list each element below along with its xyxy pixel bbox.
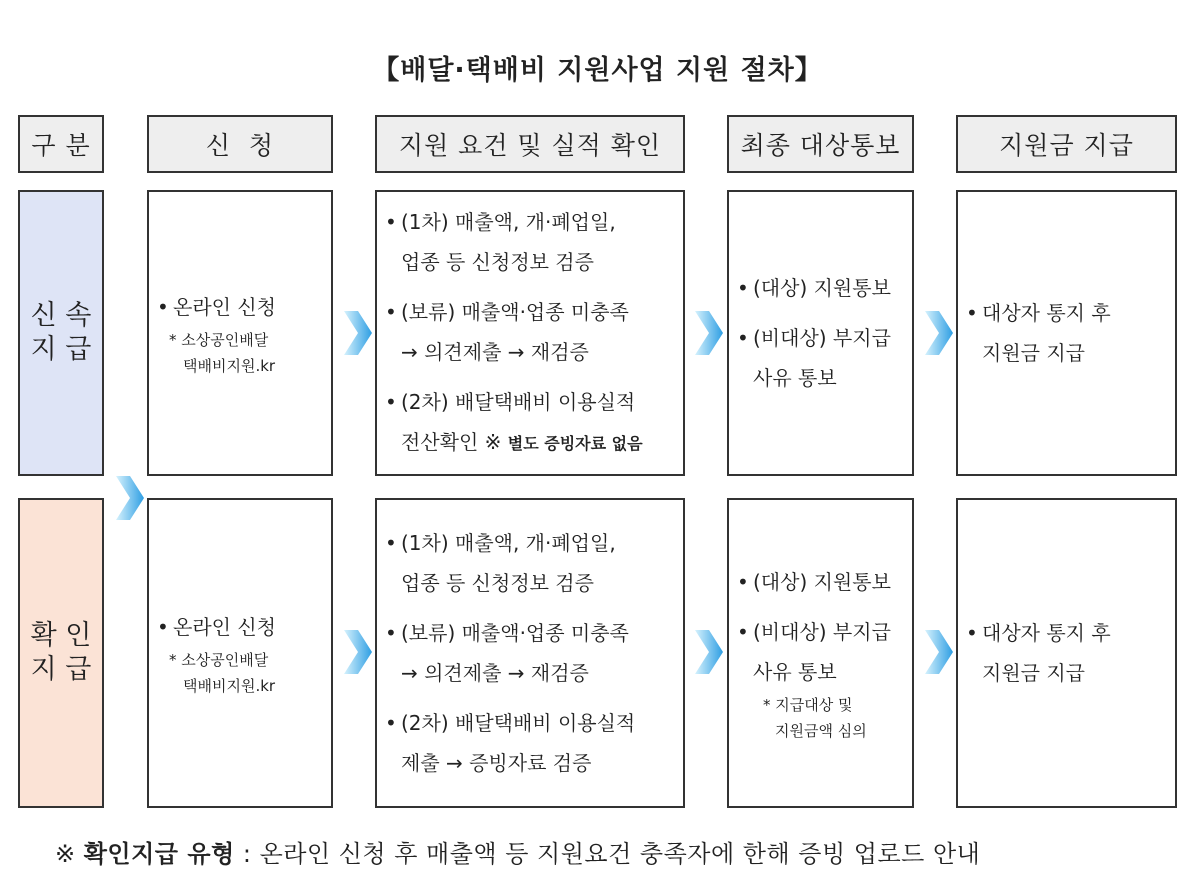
arrow-right-icon [116, 476, 144, 520]
header-apply: 신 청 [147, 115, 333, 173]
footer-note-text: : 온라인 신청 후 매출액 등 지원요건 충족자에 한해 증빙 업로드 안내 [234, 840, 981, 868]
confirm-check-first-line2: 업종 등 신청정보 검증 [401, 571, 594, 595]
confirm-notify-box [727, 498, 914, 808]
footer-note-type: 확인지급 유형 [83, 840, 235, 868]
confirm-apply-box [147, 498, 333, 808]
confirm-notify-target: • (대상) 지원통보 [737, 562, 908, 602]
fast-check-second-line1: • (2차) 배달택배비 이용실적 [401, 390, 636, 414]
footer-note-mark: ※ [55, 840, 84, 868]
arrow-right-icon [344, 630, 372, 674]
fast-payment-box [956, 190, 1177, 476]
confirm-payment-line2: 지원금 지급 [982, 661, 1085, 685]
fast-apply-note: * 소상공인배달 [169, 331, 269, 349]
fast-check-first-line2: 업종 등 신청정보 검증 [401, 250, 594, 274]
confirm-apply-note: * 소상공인배달 [169, 651, 269, 669]
fast-notify-target: • (대상) 지원통보 [737, 268, 908, 308]
arrow-right-icon [695, 630, 723, 674]
confirm-check-first [385, 523, 679, 603]
diagram-title: 【배달·택배비 지원사업 지원 절차】 [372, 55, 823, 86]
confirm-payment-line1: • 대상자 통지 후 [982, 621, 1111, 645]
fast-apply-item: • 온라인 신청 [157, 287, 327, 327]
confirm-check-second-line1: • (2차) 배달택배비 이용실적 [401, 711, 636, 735]
confirm-notify-note2: 지원금액 심의 [775, 722, 867, 740]
confirm-verify-box [375, 498, 685, 808]
fast-check-hold-line2: → 의견제출 → 재검증 [401, 340, 589, 364]
header-category: 구 분 [18, 115, 104, 173]
fast-payment-line1: • 대상자 통지 후 [982, 301, 1111, 325]
confirm-notify-nontarget-line1: • (비대상) 부지급 [753, 620, 891, 644]
fast-check-first [385, 202, 679, 282]
confirm-check-first-line1: • (1차) 매출액, 개·폐업일, [401, 531, 616, 555]
category-verified-payment: 확 인 지 급 [18, 498, 104, 808]
fast-check-first-line1: • (1차) 매출액, 개·폐업일, [401, 210, 616, 234]
footer-note [55, 834, 980, 869]
confirm-notify-nontarget-line2: 사유 통보 [753, 660, 837, 684]
fast-check-second-line2 [401, 422, 679, 464]
confirm-check-second-line2: 제출 → 증빙자료 검증 [401, 751, 592, 775]
header-payment: 지원금 지급 [956, 115, 1177, 173]
confirm-check-hold-line1: • (보류) 매출액·업종 미충족 [401, 621, 629, 645]
fast-payment-item [966, 293, 1171, 373]
confirm-check-hold-line2: → 의견제출 → 재검증 [401, 661, 589, 685]
fast-apply-note-url: 택배비지원.kr [183, 357, 276, 375]
fast-payment-line2: 지원금 지급 [982, 341, 1085, 365]
confirm-notify-note1: * 지급대상 및 [763, 696, 853, 714]
fast-check-hold [385, 292, 679, 372]
fast-check-second-line2-text: 전산확인 ※ [401, 430, 508, 454]
fast-notify-box [727, 190, 914, 476]
confirm-notify-nontarget [737, 612, 908, 692]
fast-notify-nontarget [737, 318, 908, 398]
fast-check-second-no-evidence: 별도 증빙자료 없음 [507, 434, 643, 453]
confirm-check-second [385, 703, 679, 783]
confirm-apply-item: • 온라인 신청 [157, 607, 327, 647]
confirm-check-hold [385, 613, 679, 693]
arrow-right-icon [925, 311, 953, 355]
confirm-apply-note-url: 택배비지원.kr [183, 677, 276, 695]
header-verify: 지원 요건 및 실적 확인 [375, 115, 685, 173]
category-fast-payment: 신 속 지 급 [18, 190, 104, 476]
fast-notify-nontarget-line2: 사유 통보 [753, 366, 837, 390]
header-notify: 최종 대상통보 [727, 115, 914, 173]
fast-verify-box [375, 190, 685, 476]
arrow-right-icon [925, 630, 953, 674]
arrow-right-icon [344, 311, 372, 355]
fast-check-hold-line1: • (보류) 매출액·업종 미충족 [401, 300, 629, 324]
arrow-right-icon [695, 311, 723, 355]
fast-check-second [385, 382, 679, 464]
fast-apply-box [147, 190, 333, 476]
fast-notify-nontarget-line1: • (비대상) 부지급 [753, 326, 891, 350]
confirm-payment-box [956, 498, 1177, 808]
confirm-payment-item [966, 613, 1171, 693]
